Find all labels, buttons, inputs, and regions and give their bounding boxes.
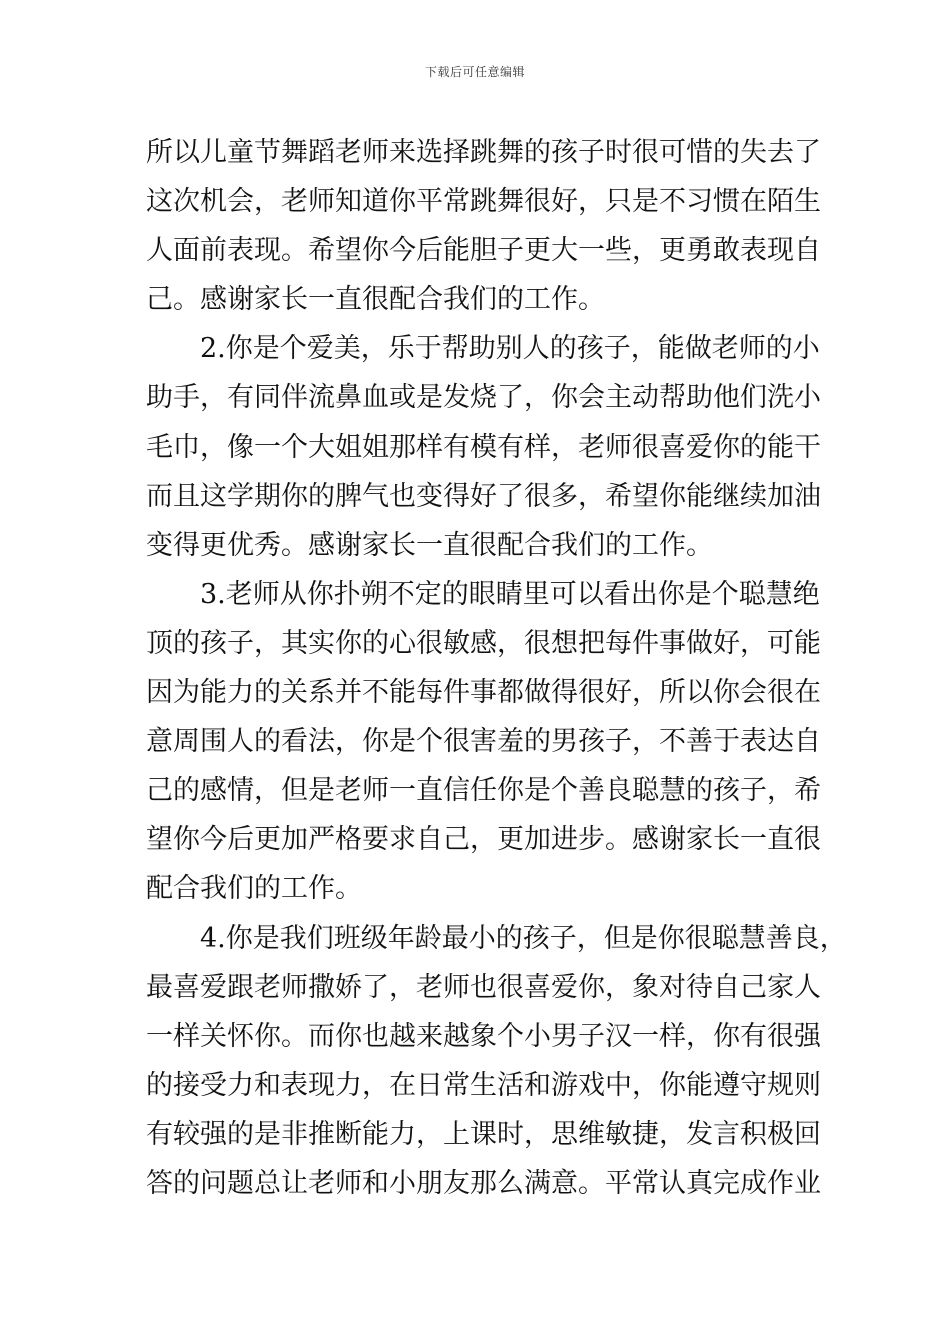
text-line: 4.你是我们班级年龄最小的孩子，但是你很聪慧善良， [200, 922, 847, 954]
text-line: 变得更优秀。感谢家长一直很配合我们的工作。 [146, 529, 713, 561]
text-line: 顶的孩子，其实你的心很敏感，很想把每件事做好，可能 [146, 627, 821, 659]
text-line: 所以儿童节舞蹈老师来选择跳舞的孩子时很可惜的失去了 [146, 137, 821, 168]
text-line: 己。感谢家长一直很配合我们的工作。 [146, 284, 605, 316]
page-header: 下载后可任意编辑 [424, 65, 525, 79]
text-line: 2.你是个爱美，乐于帮助别人的孩子，能做老师的小 [200, 333, 820, 365]
text-line: 这次机会，老师知道你平常跳舞很好，只是不习惯在陌生 [146, 186, 821, 218]
text-line: 毛巾，像一个大姐姐那样有模有样，老师很喜爱你的能干 [146, 431, 821, 463]
text-line: 答的问题总让老师和小朋友那么满意。平常认真完成作业 [146, 1167, 821, 1199]
text-line: 最喜爱跟老师撒娇了，老师也很喜爱你，象对待自己家人 [146, 971, 821, 1003]
text-line: 助手，有同伴流鼻血或是发烧了，你会主动帮助他们洗小 [146, 382, 821, 414]
text-line: 意周围人的看法，你是个很害羞的男孩子，不善于表达自 [146, 726, 821, 758]
text-line: 配合我们的工作。 [146, 873, 362, 905]
text-line: 而且这学期你的脾气也变得好了很多，希望你能继续加油 [146, 480, 821, 512]
text-line: 己的感情，但是老师一直信任你是个善良聪慧的孩子，希 [146, 775, 821, 807]
text-line: 的接受力和表现力，在日常生活和游戏中，你能遵守规则 [146, 1069, 821, 1101]
text-line: 望你今后更加严格要求自己，更加进步。感谢家长一直很 [146, 824, 821, 856]
document-body [146, 128, 847, 1208]
text-line: 因为能力的关系并不能每件事都做得很好，所以你会很在 [146, 677, 821, 709]
text-line: 有较强的是非推断能力，上课时，思维敏捷，发言积极回 [146, 1118, 821, 1150]
text-line: 人面前表现。希望你今后能胆子更大一些，更勇敢表现自 [146, 235, 821, 267]
text-line: 3.老师从你扑朔不定的眼睛里可以看出你是个聪慧绝 [200, 578, 820, 610]
text-line: 一样关怀你。而你也越来越象个小男子汉一样，你有很强 [146, 1020, 821, 1052]
